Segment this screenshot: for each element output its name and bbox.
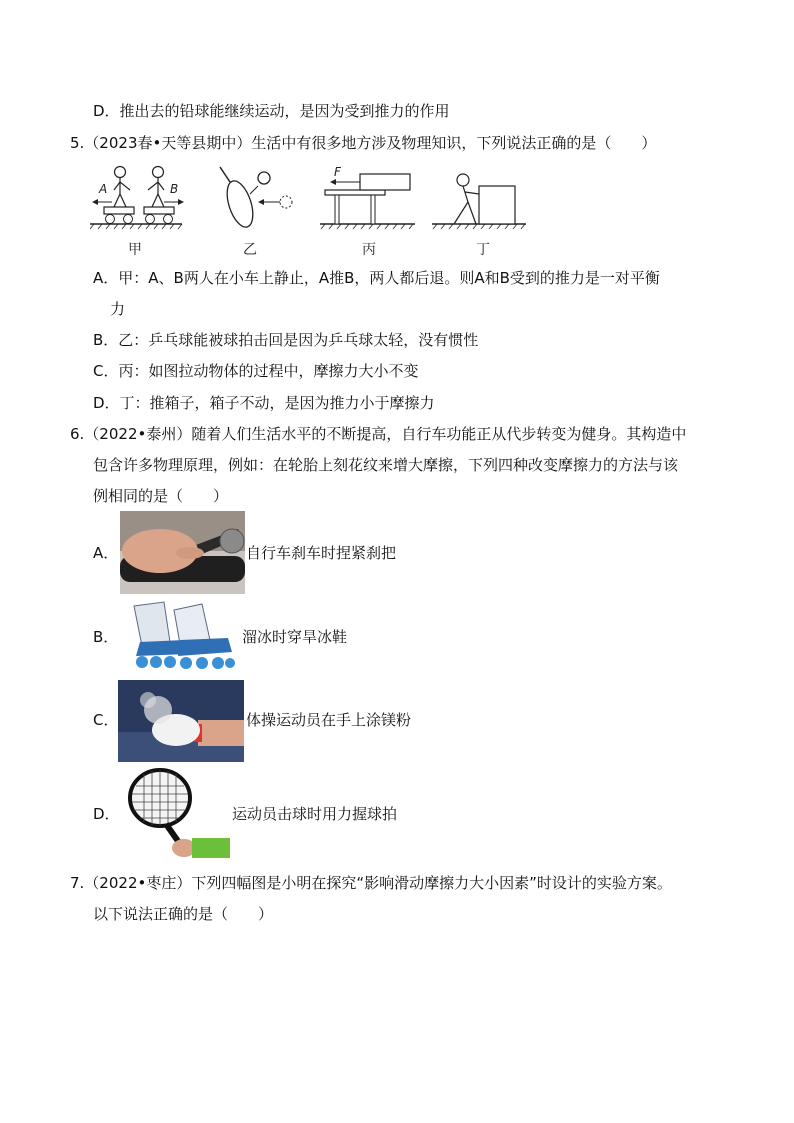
q6-stem-line2: 包含许多物理原理，例如：在轮胎上刻花纹来增大摩擦，下列四种改变摩擦力的方法与该 [93, 456, 679, 474]
q5-option-a-line2: 力 [110, 300, 126, 318]
figure-ding [432, 174, 526, 258]
bike-brake-photo [120, 511, 245, 594]
q7-stem-line2: 以下说法正确的是（ ） [93, 905, 274, 923]
label-jia: 甲 [128, 242, 142, 258]
q6-option-d-letter: D． [93, 805, 120, 823]
q5-option-b: B．乙：乒乓球能被球拍击回是因为乒乓球太轻，没有惯性 [93, 331, 479, 349]
q6-option-b-letter: B． [93, 628, 119, 646]
gymnast-chalk-photo [118, 680, 244, 762]
tennis-racket-photo [122, 766, 230, 862]
q6-stem-line1: 6.（2022•泰州）随着人们生活水平的不断提高，自行车功能正从代步转变为健身。其构造中 [70, 425, 687, 443]
q6-option-d-text: 运动员击球时用力握球拍 [232, 805, 398, 823]
inline-skates-photo [124, 596, 240, 676]
figure-bing [320, 165, 415, 258]
letter-a: A [99, 182, 108, 196]
q6-option-c-text: 体操运动员在手上涂镁粉 [246, 711, 412, 729]
q6-option-b-text: 溜冰时穿旱冰鞋 [242, 628, 348, 646]
q5-option-a-line1: A．甲：A、B两人在小车上静止，A推B，两人都后退。则A和B受到的推力是一对平衡 [93, 269, 660, 287]
figure-jia [90, 167, 184, 259]
letter-f: F [334, 165, 341, 179]
label-ding: 丁 [476, 242, 490, 258]
q6-option-a-text: 自行车刹车时捏紧刹把 [246, 544, 397, 562]
q5-option-c: C．丙：如图拉动物体的过程中，摩擦力大小不变 [93, 362, 419, 380]
q6-option-a-letter: A． [93, 544, 119, 562]
figure-yi [220, 167, 292, 258]
q5-option-d: D．丁：推箱子，箱子不动，是因为推力小于摩擦力 [93, 394, 435, 412]
q5-figure [90, 162, 530, 262]
prev-option-d: D．推出去的铅球能继续运动，是因为受到推力的作用 [93, 102, 450, 120]
q6-option-c-letter: C． [93, 711, 119, 729]
letter-b: B [170, 182, 179, 196]
label-bing: 丙 [362, 242, 376, 258]
q7-stem-line1: 7.（2022•枣庄）下列四幅图是小明在探究“影响滑动摩擦力大小因素”时设计的实验方案。 [70, 874, 672, 892]
q5-stem: 5.（2023春•天等县期中）生活中有很多地方涉及物理知识，下列说法正确的是（ ） [70, 134, 657, 152]
q6-stem-line3: 例相同的是（ ） [93, 487, 229, 505]
label-yi: 乙 [243, 242, 257, 258]
